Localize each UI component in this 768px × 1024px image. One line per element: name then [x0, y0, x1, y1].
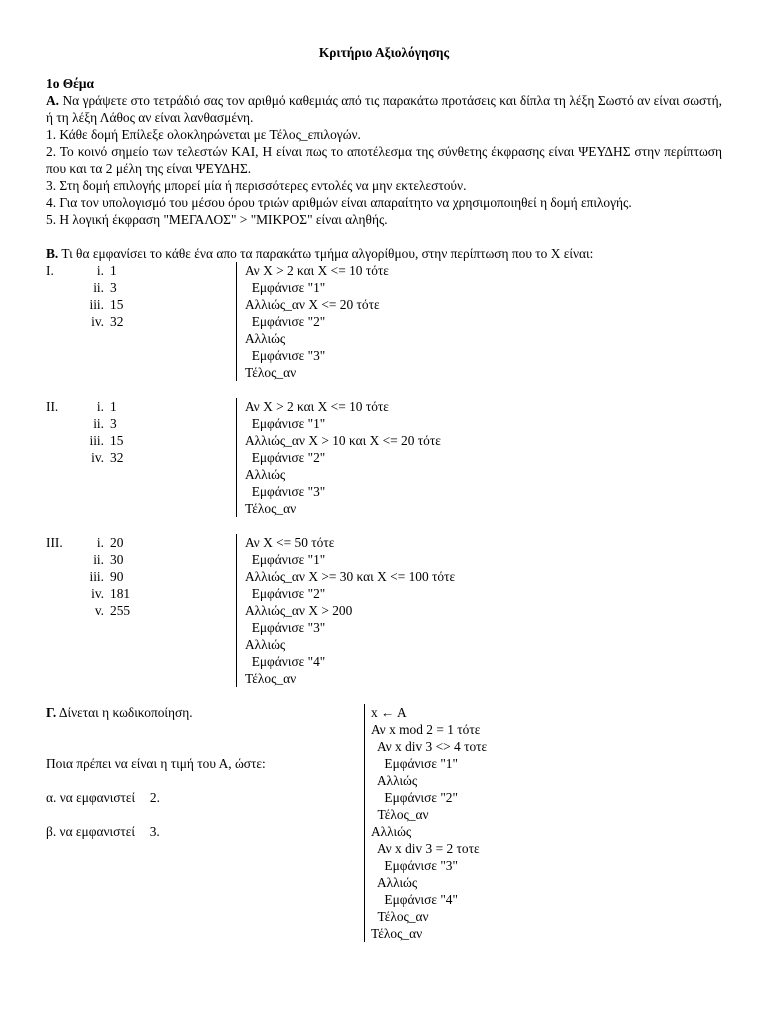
- value-item: [78, 296, 236, 313]
- part-c-left: [46, 704, 364, 942]
- value-index: iv.: [91, 314, 104, 329]
- part-a-label: Α.: [46, 93, 60, 108]
- value-number: 20: [110, 535, 124, 550]
- block-values: [78, 398, 236, 517]
- value-number: 1: [110, 399, 117, 414]
- code-line: Αν x mod 2 = 1 τότε: [371, 722, 481, 737]
- value-index: v.: [94, 603, 104, 618]
- block-roman-numeral: II.: [46, 399, 59, 414]
- value-item: [78, 279, 236, 296]
- value-index: i.: [96, 263, 104, 278]
- value-item: [78, 449, 236, 466]
- part-c: [46, 704, 722, 942]
- code-line: Αλλιώς: [245, 331, 286, 346]
- value-index: iii.: [89, 433, 104, 448]
- statement-item: 2. Το κοινό σημείο των τελεστών ΚΑΙ, Η είναι πως το αποτέλεσμα της σύνθετης έκφρασης είναι ΨΕΥΔΗΣ στην περίπτωση που και τα 2 μέλη της είναι ΨΕΥΔΗΣ.: [46, 144, 722, 176]
- code-line: Αν Χ > 2 και Χ <= 10 τότε: [245, 399, 389, 414]
- value-index: ii.: [93, 280, 104, 295]
- code-line: Τέλος_αν: [245, 365, 297, 380]
- algorithm-block: [46, 534, 722, 687]
- algorithm-block: [46, 398, 722, 517]
- part-a-statements: [46, 126, 722, 228]
- code-line: Αλλιώς_αν Χ > 200: [245, 603, 353, 618]
- code-line: Αν Χ > 2 και Χ <= 10 τότε: [245, 263, 389, 278]
- part-b-label: Β.: [46, 246, 59, 261]
- part-c-label: Γ.: [46, 705, 57, 720]
- value-index: iii.: [89, 297, 104, 312]
- code-line: Εμφάνισε "3": [245, 620, 326, 635]
- block-roman-numeral: III.: [46, 535, 63, 550]
- code-block: [236, 534, 455, 687]
- value-index: ii.: [93, 552, 104, 567]
- code-line: Εμφάνισε "1": [371, 756, 458, 771]
- statement-item: 5. Η λογική έκφραση "ΜΕΓΑΛΟΣ" > "ΜΙΚΡΟΣ" είναι αληθής.: [46, 212, 388, 227]
- part-c-option-b: [46, 823, 364, 840]
- statement-item: 4. Για τον υπολογισμό του μέσου όρου τριών αριθμών είναι απαραίτητο να χρησιμοποιηθεί η δομή επιλογής.: [46, 195, 632, 210]
- part-c-code: [364, 704, 487, 942]
- code-line: Εμφάνισε "2": [245, 586, 326, 601]
- block-values: [78, 262, 236, 381]
- part-b-text: Τι θα εμφανίσει το κάθε ένα απο τα παρακάτω τμήμα αλγορίθμου, στην περίπτωση που το Χ είναι:: [61, 246, 594, 261]
- value-number: 15: [110, 297, 124, 312]
- code-line: Αν Χ <= 50 τότε: [245, 535, 335, 550]
- value-index: i.: [96, 399, 104, 414]
- option-a-value: 2.: [149, 790, 160, 805]
- value-index: iv.: [91, 450, 104, 465]
- value-number: 32: [110, 314, 124, 329]
- part-b-intro: [46, 245, 722, 262]
- part-c-intro: Δίνεται η κωδικοποίηση.: [58, 705, 193, 720]
- option-b-value: 3.: [149, 824, 160, 839]
- statement-item: 1. Κάθε δομή Επίλεξε ολοκληρώνεται με Τέλος_επιλογών.: [46, 127, 361, 142]
- value-item: [78, 602, 236, 619]
- code-line: Τέλος_αν: [245, 501, 297, 516]
- code-block: [236, 398, 441, 517]
- code-line: Τέλος_αν: [245, 671, 297, 686]
- value-item: [78, 585, 236, 602]
- document-page: [46, 44, 722, 942]
- code-line: Εμφάνισε "1": [245, 280, 326, 295]
- value-number: 90: [110, 569, 124, 584]
- block-values: [78, 534, 236, 687]
- code-block: [236, 262, 389, 381]
- code-line: Εμφάνισε "3": [245, 348, 326, 363]
- code-line: Εμφάνισε "4": [371, 892, 458, 907]
- part-b-blocks: [46, 262, 722, 687]
- value-index: i.: [96, 535, 104, 550]
- code-line: Τέλος_αν: [371, 926, 423, 941]
- code-line: Αν x div 3 <> 4 τοτε: [371, 739, 488, 754]
- part-a-text: Να γράψετε στο τετράδιό σας τον αριθμό καθεμιάς από τις παρακάτω προτάσεις και δίπλα τη λέξη Σωστό αν είναι σωστή, ή τη λέξη Λάθος αν είναι λανθασμένη.: [46, 93, 722, 125]
- value-number: 3: [110, 416, 117, 431]
- value-item: [78, 262, 236, 279]
- block-roman-numeral: I.: [46, 263, 54, 278]
- value-item: [78, 432, 236, 449]
- code-line: Αλλιώς: [371, 875, 418, 890]
- code-line: Αλλιώς: [245, 467, 286, 482]
- value-number: 1: [110, 263, 117, 278]
- algorithm-block: [46, 262, 722, 381]
- code-line: Εμφάνισε "2": [245, 450, 326, 465]
- code-line: Αλλιώς: [245, 637, 286, 652]
- value-number: 181: [110, 586, 131, 601]
- value-item: [78, 313, 236, 330]
- value-index: iii.: [89, 569, 104, 584]
- value-item: [78, 568, 236, 585]
- value-number: 15: [110, 433, 124, 448]
- code-line: Εμφάνισε "3": [371, 858, 458, 873]
- value-index: iv.: [91, 586, 104, 601]
- code-line: Αλλιώς_αν Χ >= 30 και Χ <= 100 τότε: [245, 569, 456, 584]
- value-item: [78, 398, 236, 415]
- value-number: 32: [110, 450, 124, 465]
- code-line: Τέλος_αν: [371, 909, 429, 924]
- part-a-intro: [46, 92, 722, 126]
- value-number: 255: [110, 603, 131, 618]
- code-line: Εμφάνισε "2": [245, 314, 326, 329]
- code-line: Τέλος_αν: [371, 807, 429, 822]
- code-line: Εμφάνισε "1": [245, 552, 326, 567]
- value-index: ii.: [93, 416, 104, 431]
- section-heading: 1ο Θέμα: [46, 76, 94, 91]
- code-line: Εμφάνισε "3": [245, 484, 326, 499]
- value-item: [78, 534, 236, 551]
- value-item: [78, 415, 236, 432]
- page-title: Κριτήριο Αξιολόγησης: [318, 45, 450, 60]
- value-number: 3: [110, 280, 117, 295]
- part-c-option-a: [46, 789, 364, 806]
- code-line: Αλλιώς: [371, 773, 418, 788]
- code-line: Αλλιώς: [371, 824, 412, 839]
- statement-item: 3. Στη δομή επιλογής μπορεί μία ή περισσότερες εντολές να μην εκτελεστούν.: [46, 178, 467, 193]
- option-a-label: α. να εμφανιστεί: [46, 790, 136, 805]
- code-line: Εμφάνισε "1": [245, 416, 326, 431]
- code-line: x ← A: [371, 705, 407, 720]
- value-item: [78, 551, 236, 568]
- code-line: Εμφάνισε "4": [245, 654, 326, 669]
- code-line: Αλλιώς_αν Χ > 10 και Χ <= 20 τότε: [245, 433, 441, 448]
- code-line: Εμφάνισε "2": [371, 790, 458, 805]
- option-b-label: β. να εμφανιστεί: [46, 824, 135, 839]
- code-line: Αν x div 3 = 2 τοτε: [371, 841, 480, 856]
- part-c-question: Ποια πρέπει να είναι η τιμή του Α, ώστε:: [46, 756, 266, 771]
- value-number: 30: [110, 552, 124, 567]
- code-line: Αλλιώς_αν Χ <= 20 τότε: [245, 297, 380, 312]
